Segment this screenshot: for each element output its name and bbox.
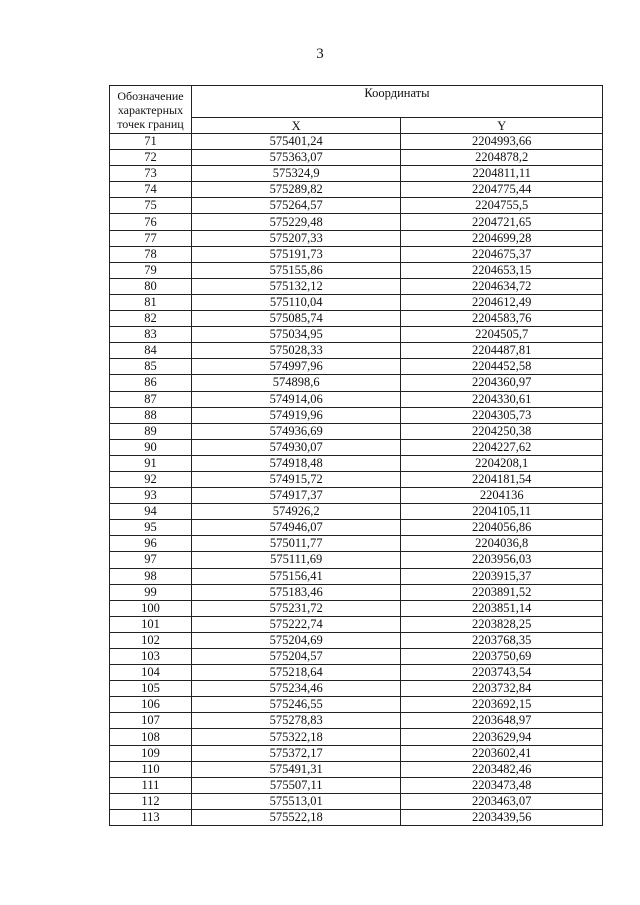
table-row	[110, 262, 603, 278]
point-number-cell: 92	[110, 471, 192, 487]
table-row	[110, 536, 603, 552]
table-row	[110, 697, 603, 713]
y-coordinate-cell: 2204305,73	[401, 407, 603, 423]
y-coordinate-cell: 2203473,48	[401, 777, 603, 793]
x-coordinate-cell: 575110,04	[191, 294, 401, 310]
y-coordinate-cell: 2203956,03	[401, 552, 603, 568]
x-coordinate-cell: 575155,86	[191, 262, 401, 278]
table-row	[110, 649, 603, 665]
y-coordinate-cell: 2203732,84	[401, 681, 603, 697]
table-row	[110, 471, 603, 487]
x-coordinate-cell: 575289,82	[191, 182, 401, 198]
point-number-cell: 75	[110, 198, 192, 214]
table-row	[110, 568, 603, 584]
table-row	[110, 375, 603, 391]
point-number-cell: 81	[110, 294, 192, 310]
point-number-cell: 74	[110, 182, 192, 198]
x-coordinate-cell: 574914,06	[191, 391, 401, 407]
table-row	[110, 552, 603, 568]
table-row	[110, 793, 603, 809]
y-coordinate-cell: 2203851,14	[401, 600, 603, 616]
point-number-cell: 76	[110, 214, 192, 230]
y-coordinate-cell: 2204360,97	[401, 375, 603, 391]
y-coordinate-cell: 2204699,28	[401, 230, 603, 246]
table-row	[110, 504, 603, 520]
point-number-cell: 84	[110, 343, 192, 359]
x-coordinate-cell: 574997,96	[191, 359, 401, 375]
table-row	[110, 230, 603, 246]
x-coordinate-cell: 575231,72	[191, 600, 401, 616]
y-coordinate-cell: 2204330,61	[401, 391, 603, 407]
x-coordinate-cell: 575191,73	[191, 246, 401, 262]
x-coordinate-cell: 575507,11	[191, 777, 401, 793]
y-coordinate-cell: 2203750,69	[401, 649, 603, 665]
x-coordinate-cell: 575207,33	[191, 230, 401, 246]
y-coordinate-cell: 2204653,15	[401, 262, 603, 278]
table-row	[110, 423, 603, 439]
table-row	[110, 745, 603, 761]
x-coordinate-cell: 575363,07	[191, 150, 401, 166]
coordinates-table	[109, 85, 603, 826]
point-number-cell: 101	[110, 616, 192, 632]
y-coordinate-cell: 2204056,86	[401, 520, 603, 536]
table-row	[110, 407, 603, 423]
y-coordinate-cell: 2204634,72	[401, 278, 603, 294]
header-x: X	[191, 118, 401, 134]
table-row	[110, 150, 603, 166]
point-number-cell: 88	[110, 407, 192, 423]
y-coordinate-cell: 2203915,37	[401, 568, 603, 584]
x-coordinate-cell: 575204,69	[191, 632, 401, 648]
table-row	[110, 246, 603, 262]
x-coordinate-cell: 575229,48	[191, 214, 401, 230]
point-number-cell: 78	[110, 246, 192, 262]
x-coordinate-cell: 575111,69	[191, 552, 401, 568]
table-row	[110, 681, 603, 697]
table-row	[110, 294, 603, 310]
x-coordinate-cell: 575264,57	[191, 198, 401, 214]
x-coordinate-cell: 574930,07	[191, 439, 401, 455]
y-coordinate-cell: 2204181,54	[401, 471, 603, 487]
y-coordinate-cell: 2204227,62	[401, 439, 603, 455]
y-coordinate-cell: 2203743,54	[401, 665, 603, 681]
x-coordinate-cell: 574936,69	[191, 423, 401, 439]
table-row	[110, 359, 603, 375]
point-number-cell: 79	[110, 262, 192, 278]
table-row	[110, 488, 603, 504]
y-coordinate-cell: 2204487,81	[401, 343, 603, 359]
point-number-cell: 99	[110, 584, 192, 600]
x-coordinate-cell: 574898,6	[191, 375, 401, 391]
y-coordinate-cell: 2203629,94	[401, 729, 603, 745]
point-number-cell: 108	[110, 729, 192, 745]
x-coordinate-cell: 575204,57	[191, 649, 401, 665]
x-coordinate-cell: 575218,64	[191, 665, 401, 681]
x-coordinate-cell: 574917,37	[191, 488, 401, 504]
point-number-cell: 82	[110, 311, 192, 327]
table-row	[110, 182, 603, 198]
y-coordinate-cell: 2204452,58	[401, 359, 603, 375]
table-row	[110, 214, 603, 230]
y-coordinate-cell: 2203463,07	[401, 793, 603, 809]
point-number-cell: 110	[110, 761, 192, 777]
x-coordinate-cell: 575085,74	[191, 311, 401, 327]
table-row	[110, 311, 603, 327]
x-coordinate-cell: 575278,83	[191, 713, 401, 729]
point-number-cell: 87	[110, 391, 192, 407]
x-coordinate-cell: 575234,46	[191, 681, 401, 697]
point-number-cell: 102	[110, 632, 192, 648]
x-coordinate-cell: 574918,48	[191, 455, 401, 471]
point-number-cell: 90	[110, 439, 192, 455]
x-coordinate-cell: 575324,9	[191, 166, 401, 182]
y-coordinate-cell: 2204721,65	[401, 214, 603, 230]
table-row	[110, 761, 603, 777]
y-coordinate-cell: 2203891,52	[401, 584, 603, 600]
point-number-cell: 86	[110, 375, 192, 391]
point-number-cell: 94	[110, 504, 192, 520]
x-coordinate-cell: 575132,12	[191, 278, 401, 294]
point-number-cell: 83	[110, 327, 192, 343]
y-coordinate-cell: 2203692,15	[401, 697, 603, 713]
point-number-cell: 111	[110, 777, 192, 793]
table-row	[110, 600, 603, 616]
y-coordinate-cell: 2204105,11	[401, 504, 603, 520]
table-row	[110, 809, 603, 825]
table-row	[110, 729, 603, 745]
point-number-cell: 103	[110, 649, 192, 665]
y-coordinate-cell: 2204675,37	[401, 246, 603, 262]
y-coordinate-cell: 2203602,41	[401, 745, 603, 761]
y-coordinate-cell: 2204878,2	[401, 150, 603, 166]
y-coordinate-cell: 2204811,11	[401, 166, 603, 182]
table-row	[110, 520, 603, 536]
y-coordinate-cell: 2204250,38	[401, 423, 603, 439]
header-y: Y	[401, 118, 603, 134]
x-coordinate-cell: 575522,18	[191, 809, 401, 825]
x-coordinate-cell: 575156,41	[191, 568, 401, 584]
table-row	[110, 713, 603, 729]
y-coordinate-cell: 2204993,66	[401, 134, 603, 150]
point-number-cell: 104	[110, 665, 192, 681]
table-row	[110, 632, 603, 648]
x-coordinate-cell: 574926,2	[191, 504, 401, 520]
point-number-cell: 112	[110, 793, 192, 809]
table-row	[110, 616, 603, 632]
point-number-cell: 109	[110, 745, 192, 761]
x-coordinate-cell: 575491,31	[191, 761, 401, 777]
y-coordinate-cell: 2204036,8	[401, 536, 603, 552]
point-number-cell: 80	[110, 278, 192, 294]
x-coordinate-cell: 575513,01	[191, 793, 401, 809]
table-row	[110, 439, 603, 455]
table-body	[110, 134, 603, 826]
x-coordinate-cell: 575322,18	[191, 729, 401, 745]
x-coordinate-cell: 575034,95	[191, 327, 401, 343]
table-row	[110, 166, 603, 182]
table-row	[110, 665, 603, 681]
y-coordinate-cell: 2204208,1	[401, 455, 603, 471]
header-point-designation: Обозначение характерных точек границ	[110, 86, 192, 134]
page-number: 3	[316, 46, 324, 62]
y-coordinate-cell: 2203439,56	[401, 809, 603, 825]
table-row	[110, 455, 603, 471]
table-row	[110, 134, 603, 150]
x-coordinate-cell: 575246,55	[191, 697, 401, 713]
point-number-cell: 89	[110, 423, 192, 439]
y-coordinate-cell: 2203768,35	[401, 632, 603, 648]
point-number-cell: 72	[110, 150, 192, 166]
table-row	[110, 391, 603, 407]
x-coordinate-cell: 574946,07	[191, 520, 401, 536]
x-coordinate-cell: 575028,33	[191, 343, 401, 359]
table-row	[110, 777, 603, 793]
x-coordinate-cell: 575011,77	[191, 536, 401, 552]
point-number-cell: 96	[110, 536, 192, 552]
table-row	[110, 343, 603, 359]
point-number-cell: 98	[110, 568, 192, 584]
x-coordinate-cell: 575372,17	[191, 745, 401, 761]
table-row	[110, 198, 603, 214]
point-number-cell: 106	[110, 697, 192, 713]
table-row	[110, 584, 603, 600]
point-number-cell: 91	[110, 455, 192, 471]
y-coordinate-cell: 2203828,25	[401, 616, 603, 632]
y-coordinate-cell: 2204136	[401, 488, 603, 504]
point-number-cell: 97	[110, 552, 192, 568]
table-row	[110, 278, 603, 294]
point-number-cell: 100	[110, 600, 192, 616]
table-row	[110, 327, 603, 343]
point-number-cell: 77	[110, 230, 192, 246]
point-number-cell: 85	[110, 359, 192, 375]
point-number-cell: 107	[110, 713, 192, 729]
x-coordinate-cell: 574915,72	[191, 471, 401, 487]
y-coordinate-cell: 2204583,76	[401, 311, 603, 327]
x-coordinate-cell: 575401,24	[191, 134, 401, 150]
y-coordinate-cell: 2204505,7	[401, 327, 603, 343]
y-coordinate-cell: 2204755,5	[401, 198, 603, 214]
x-coordinate-cell: 574919,96	[191, 407, 401, 423]
y-coordinate-cell: 2203648,97	[401, 713, 603, 729]
point-number-cell: 113	[110, 809, 192, 825]
point-number-cell: 73	[110, 166, 192, 182]
point-number-cell: 105	[110, 681, 192, 697]
point-number-cell: 93	[110, 488, 192, 504]
x-coordinate-cell: 575183,46	[191, 584, 401, 600]
y-coordinate-cell: 2203482,46	[401, 761, 603, 777]
y-coordinate-cell: 2204612,49	[401, 294, 603, 310]
y-coordinate-cell: 2204775,44	[401, 182, 603, 198]
header-coordinates: Координаты	[191, 86, 602, 118]
point-number-cell: 95	[110, 520, 192, 536]
point-number-cell: 71	[110, 134, 192, 150]
x-coordinate-cell: 575222,74	[191, 616, 401, 632]
